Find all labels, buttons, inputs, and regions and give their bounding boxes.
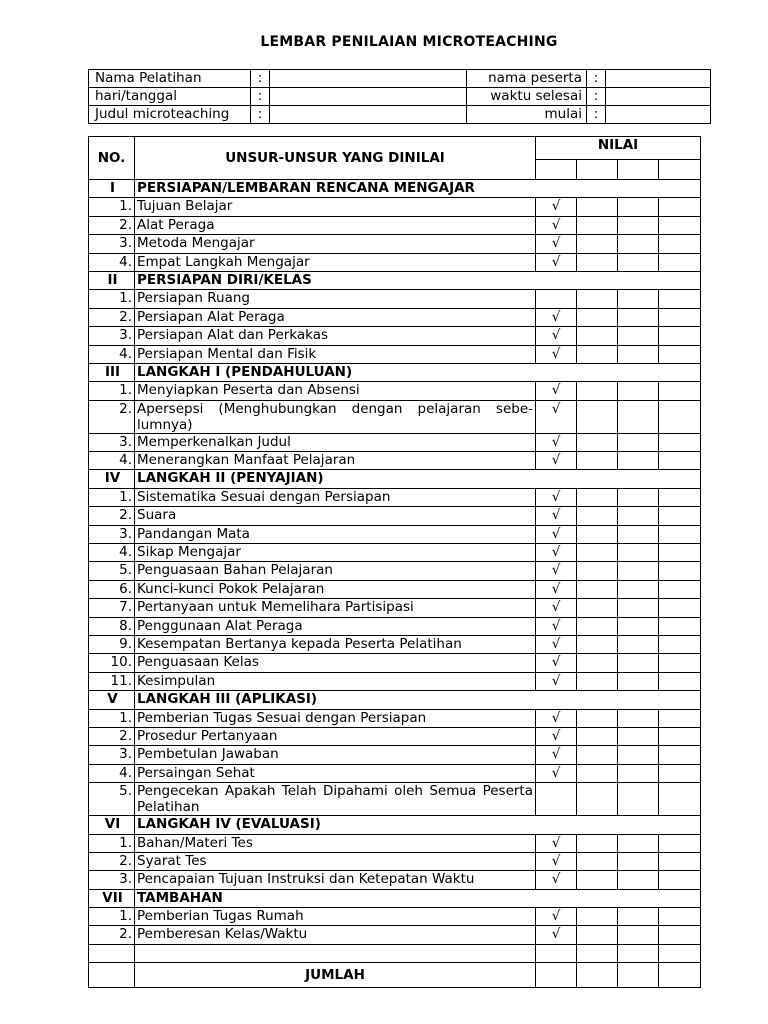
item-text: Pengecekan Apakah Telah Dipahami oleh Semua Peserta Pelatihan (135, 783, 536, 816)
item-number: 2. (89, 926, 135, 944)
score-cell-checked[interactable]: √ (536, 852, 577, 870)
section-row (89, 889, 701, 907)
score-cell[interactable] (577, 290, 618, 308)
item-number: 9. (89, 635, 135, 653)
score-cell-checked[interactable]: √ (536, 235, 577, 253)
score-cell[interactable] (659, 617, 701, 635)
info-colon: : (251, 88, 270, 106)
score-cell[interactable] (659, 544, 701, 562)
info-colon: : (587, 106, 606, 124)
criteria-row (89, 433, 701, 451)
item-text: Suara (135, 507, 536, 525)
score-cell[interactable] (618, 672, 659, 690)
item-text: Persiapan Mental dan Fisik (135, 345, 536, 363)
info-left-value[interactable] (270, 70, 467, 88)
score-cell[interactable] (577, 400, 618, 433)
score-cell[interactable] (659, 834, 701, 852)
score-cell[interactable] (659, 944, 701, 962)
score-cell[interactable] (659, 216, 701, 234)
score-cell[interactable] (618, 635, 659, 653)
info-row (89, 88, 711, 106)
score-cell[interactable] (659, 599, 701, 617)
item-number: 2. (89, 507, 135, 525)
score-cell[interactable] (659, 400, 701, 433)
section-title: PERSIAPAN/LEMBARAN RENCANA MENGAJAR (135, 180, 701, 198)
criteria-row (89, 764, 701, 782)
criteria-row (89, 672, 701, 690)
criteria-row (89, 382, 701, 400)
criteria-row (89, 452, 701, 470)
score-cell[interactable] (659, 308, 701, 326)
score-cell[interactable] (577, 783, 618, 816)
item-text: Pembetulan Jawaban (135, 746, 536, 764)
score-cell[interactable] (659, 635, 701, 653)
criteria-row (89, 562, 701, 580)
item-number: 5. (89, 783, 135, 816)
item-text: Sikap Mengajar (135, 544, 536, 562)
score-cell[interactable] (577, 382, 618, 400)
criteria-row (89, 198, 701, 216)
section-number: IV (89, 470, 135, 488)
section-number: III (89, 363, 135, 381)
score-cell[interactable] (659, 871, 701, 889)
score-cell[interactable] (618, 908, 659, 926)
score-cell[interactable] (659, 235, 701, 253)
empty-row (89, 944, 701, 962)
score-cell-checked[interactable]: √ (536, 709, 577, 727)
item-text: Pemberesan Kelas/Waktu (135, 926, 536, 944)
item-number: 3. (89, 525, 135, 543)
item-number: 1. (89, 198, 135, 216)
score-cell[interactable] (577, 235, 618, 253)
score-cell[interactable] (659, 253, 701, 271)
item-text: Penguasaan Kelas (135, 654, 536, 672)
score-cell-checked[interactable]: √ (536, 746, 577, 764)
section-number: VII (89, 889, 135, 907)
item-number: 4. (89, 452, 135, 470)
score-cell[interactable] (618, 507, 659, 525)
item-number: 4. (89, 345, 135, 363)
score-cell[interactable] (659, 672, 701, 690)
criteria-row (89, 525, 701, 543)
criteria-row (89, 253, 701, 271)
score-cell[interactable] (536, 783, 577, 816)
score-cell[interactable] (659, 709, 701, 727)
criteria-row (89, 345, 701, 363)
item-text: Menyiapkan Peserta dan Absensi (135, 382, 536, 400)
section-number: V (89, 691, 135, 709)
item-text: Metoda Mengajar (135, 235, 536, 253)
score-cell[interactable] (618, 617, 659, 635)
section-title: LANGKAH III (APLIKASI) (135, 691, 701, 709)
score-cell-checked[interactable]: √ (536, 764, 577, 782)
score-cell-checked[interactable]: √ (536, 327, 577, 345)
score-cell[interactable] (618, 783, 659, 816)
score-cell-checked[interactable]: √ (536, 216, 577, 234)
score-cell[interactable] (659, 562, 701, 580)
score-cell[interactable] (659, 327, 701, 345)
item-text: Persiapan Alat Peraga (135, 308, 536, 326)
item-text: Syarat Tes (135, 852, 536, 870)
info-colon: : (587, 88, 606, 106)
score-cell-checked[interactable]: √ (536, 908, 577, 926)
info-right-value[interactable] (606, 106, 711, 124)
header-criteria: UNSUR-UNSUR YANG DINILAI (135, 137, 536, 180)
item-number: 4. (89, 253, 135, 271)
item-text: Pertanyaan untuk Memelihara Partisipasi (135, 599, 536, 617)
score-cell[interactable] (577, 746, 618, 764)
score-cell[interactable] (577, 159, 618, 179)
score-cell-checked[interactable]: √ (536, 617, 577, 635)
info-right-label: mulai (467, 106, 587, 124)
score-cell[interactable] (536, 159, 577, 179)
info-right-value[interactable] (606, 70, 711, 88)
section-number: I (89, 180, 135, 198)
score-cell[interactable] (577, 580, 618, 598)
score-cell-checked[interactable]: √ (536, 198, 577, 216)
item-text: Menerangkan Manfaat Pelajaran (135, 452, 536, 470)
criteria-row (89, 617, 701, 635)
score-cell[interactable] (618, 746, 659, 764)
item-text: Pemberian Tugas Rumah (135, 908, 536, 926)
item-text: Persiapan Ruang (135, 290, 536, 308)
document-title: LEMBAR PENILAIAN MICROTEACHING (260, 34, 558, 50)
item-number: 1. (89, 488, 135, 506)
section-row (89, 816, 701, 834)
score-cell-checked[interactable]: √ (536, 562, 577, 580)
score-cell[interactable] (536, 963, 577, 988)
score-cell[interactable] (577, 253, 618, 271)
score-cell[interactable] (659, 852, 701, 870)
score-cell[interactable] (577, 635, 618, 653)
item-number: 1. (89, 382, 135, 400)
score-cell[interactable] (577, 672, 618, 690)
score-cell[interactable] (659, 525, 701, 543)
section-row (89, 470, 701, 488)
criteria-row (89, 727, 701, 745)
score-cell[interactable] (618, 764, 659, 782)
item-number: 2. (89, 852, 135, 870)
score-cell[interactable] (618, 525, 659, 543)
score-cell[interactable] (577, 963, 618, 988)
score-cell[interactable] (659, 198, 701, 216)
total-row (89, 963, 701, 988)
score-cell[interactable] (618, 253, 659, 271)
score-cell[interactable] (536, 290, 577, 308)
score-cell[interactable] (577, 562, 618, 580)
item-text: Tujuan Belajar (135, 198, 536, 216)
score-cell[interactable] (659, 654, 701, 672)
item-text: Apersepsi (Menghubungkan dengan pelajaran sebe-lumnya) (135, 400, 536, 433)
info-row (89, 70, 711, 88)
score-cell[interactable] (577, 926, 618, 944)
criteria-row (89, 308, 701, 326)
criteria-row (89, 709, 701, 727)
score-cell[interactable] (577, 709, 618, 727)
item-number: 3. (89, 433, 135, 451)
criteria-row (89, 544, 701, 562)
item-number: 1. (89, 709, 135, 727)
criteria-row (89, 926, 701, 944)
item-text: Pencapaian Tujuan Instruksi dan Ketepatan Waktu (135, 871, 536, 889)
score-cell[interactable] (659, 345, 701, 363)
header-no: NO. (89, 137, 135, 180)
item-number: 3. (89, 235, 135, 253)
item-number: 11. (89, 672, 135, 690)
score-cell-checked[interactable]: √ (536, 488, 577, 506)
info-left-value[interactable] (270, 106, 467, 124)
criteria-row (89, 327, 701, 345)
section-title: LANGKAH I (PENDAHULUAN) (135, 363, 701, 381)
score-cell-checked[interactable]: √ (536, 672, 577, 690)
score-cell[interactable] (536, 944, 577, 962)
score-cell-checked[interactable]: √ (536, 544, 577, 562)
score-cell[interactable] (618, 834, 659, 852)
item-text: Kunci-kunci Pokok Pelajaran (135, 580, 536, 598)
item-number: 3. (89, 746, 135, 764)
section-row (89, 691, 701, 709)
item-number: 2. (89, 308, 135, 326)
score-cell[interactable] (577, 654, 618, 672)
score-cell[interactable] (577, 216, 618, 234)
item-number: 1. (89, 908, 135, 926)
item-number: 2. (89, 727, 135, 745)
score-cell-checked[interactable]: √ (536, 654, 577, 672)
criteria-row (89, 783, 701, 816)
score-cell[interactable] (618, 562, 659, 580)
score-cell[interactable] (577, 327, 618, 345)
score-cell-checked[interactable]: √ (536, 635, 577, 653)
score-cell[interactable] (618, 433, 659, 451)
score-cell-checked[interactable]: √ (536, 452, 577, 470)
item-number: 8. (89, 617, 135, 635)
item-number: 3. (89, 327, 135, 345)
score-cell[interactable] (659, 433, 701, 451)
item-text: Kesimpulan (135, 672, 536, 690)
item-number: 1. (89, 290, 135, 308)
info-left-label: hari/tanggal (89, 88, 251, 106)
item-number: 10. (89, 654, 135, 672)
criteria-row (89, 635, 701, 653)
score-cell[interactable] (659, 580, 701, 598)
score-cell[interactable] (618, 235, 659, 253)
item-text: Pemberian Tugas Sesuai dengan Persiapan (135, 709, 536, 727)
item-text: Pandangan Mata (135, 525, 536, 543)
info-left-value[interactable] (270, 88, 467, 106)
score-cell[interactable] (618, 452, 659, 470)
section-title: TAMBAHAN (135, 889, 701, 907)
section-number: II (89, 271, 135, 289)
score-cell-checked[interactable]: √ (536, 727, 577, 745)
score-cell[interactable] (618, 580, 659, 598)
score-cell[interactable] (659, 963, 701, 988)
score-cell[interactable] (618, 926, 659, 944)
score-cell[interactable] (659, 452, 701, 470)
score-cell[interactable] (618, 727, 659, 745)
criteria-row (89, 871, 701, 889)
info-colon: : (587, 70, 606, 88)
criteria-row (89, 235, 701, 253)
score-cell[interactable] (618, 345, 659, 363)
item-number: 2. (89, 216, 135, 234)
info-row (89, 106, 711, 124)
score-cell[interactable] (577, 727, 618, 745)
section-row (89, 180, 701, 198)
criteria-row (89, 290, 701, 308)
criteria-row (89, 852, 701, 870)
item-text: Alat Peraga (135, 216, 536, 234)
score-cell[interactable] (577, 488, 618, 506)
score-cell[interactable] (618, 382, 659, 400)
score-cell-checked[interactable]: √ (536, 507, 577, 525)
score-cell-checked[interactable]: √ (536, 871, 577, 889)
score-cell[interactable] (659, 290, 701, 308)
empty-cell (89, 944, 135, 962)
score-cell[interactable] (577, 834, 618, 852)
score-cell[interactable] (577, 452, 618, 470)
info-right-label: nama peserta (467, 70, 587, 88)
score-cell[interactable] (618, 709, 659, 727)
criteria-row (89, 834, 701, 852)
criteria-row (89, 488, 701, 506)
item-text: Memperkenalkan Judul (135, 433, 536, 451)
score-cell[interactable] (659, 159, 701, 179)
score-cell-checked[interactable]: √ (536, 834, 577, 852)
total-number-cell (89, 963, 135, 988)
score-cell-checked[interactable]: √ (536, 400, 577, 433)
section-title: PERSIAPAN DIRI/KELAS (135, 271, 701, 289)
score-cell[interactable] (577, 852, 618, 870)
criteria-row (89, 908, 701, 926)
score-cell[interactable] (577, 617, 618, 635)
score-cell[interactable] (659, 382, 701, 400)
score-cell[interactable] (618, 400, 659, 433)
item-number: 5. (89, 562, 135, 580)
score-cell[interactable] (659, 746, 701, 764)
score-cell[interactable] (618, 327, 659, 345)
score-cell[interactable] (659, 764, 701, 782)
info-right-value[interactable] (606, 88, 711, 106)
item-number: 4. (89, 544, 135, 562)
criteria-row (89, 746, 701, 764)
criteria-row (89, 507, 701, 525)
info-colon: : (251, 70, 270, 88)
score-cell-checked[interactable]: √ (536, 525, 577, 543)
score-cell-checked[interactable]: √ (536, 253, 577, 271)
item-text: Empat Langkah Mengajar (135, 253, 536, 271)
score-cell-checked[interactable]: √ (536, 433, 577, 451)
item-text: Penggunaan Alat Peraga (135, 617, 536, 635)
score-cell[interactable] (577, 544, 618, 562)
score-cell[interactable] (618, 944, 659, 962)
score-cell[interactable] (618, 654, 659, 672)
section-title: LANGKAH II (PENYAJIAN) (135, 470, 701, 488)
item-number: 2. (89, 400, 135, 433)
score-cell-checked[interactable]: √ (536, 345, 577, 363)
item-text: Persiapan Alat dan Perkakas (135, 327, 536, 345)
score-cell[interactable] (618, 159, 659, 179)
item-number: 7. (89, 599, 135, 617)
total-label: JUMLAH (135, 963, 536, 988)
score-cell[interactable] (577, 871, 618, 889)
item-text: Prosedur Pertanyaan (135, 727, 536, 745)
info-right-label: waktu selesai (467, 88, 587, 106)
score-cell[interactable] (618, 308, 659, 326)
criteria-row (89, 216, 701, 234)
participant-info-table (88, 69, 711, 124)
score-cell[interactable] (577, 198, 618, 216)
score-cell[interactable] (659, 488, 701, 506)
section-row (89, 363, 701, 381)
empty-cell (135, 944, 536, 962)
score-cell[interactable] (659, 926, 701, 944)
info-left-label: Judul microteaching (89, 106, 251, 124)
assessment-table (88, 136, 701, 988)
section-number: VI (89, 816, 135, 834)
item-text: Kesempatan Bertanya kepada Peserta Pelatihan (135, 635, 536, 653)
score-cell[interactable] (659, 727, 701, 745)
score-cell[interactable] (618, 871, 659, 889)
item-number: 1. (89, 834, 135, 852)
score-cell-checked[interactable]: √ (536, 926, 577, 944)
item-text: Sistematika Sesuai dengan Persiapan (135, 488, 536, 506)
criteria-row (89, 599, 701, 617)
item-number: 4. (89, 764, 135, 782)
score-cell-checked[interactable]: √ (536, 308, 577, 326)
score-cell[interactable] (577, 944, 618, 962)
item-number: 6. (89, 580, 135, 598)
score-cell[interactable] (577, 599, 618, 617)
criteria-row (89, 654, 701, 672)
info-colon: : (251, 106, 270, 124)
score-cell-checked[interactable]: √ (536, 580, 577, 598)
score-cell[interactable] (618, 488, 659, 506)
score-cell[interactable] (618, 216, 659, 234)
score-cell[interactable] (618, 599, 659, 617)
score-cell[interactable] (618, 544, 659, 562)
score-cell-checked[interactable]: √ (536, 599, 577, 617)
score-cell[interactable] (618, 852, 659, 870)
section-row (89, 271, 701, 289)
score-cell[interactable] (659, 908, 701, 926)
score-cell[interactable] (577, 764, 618, 782)
item-text: Persaingan Sehat (135, 764, 536, 782)
item-text: Bahan/Materi Tes (135, 834, 536, 852)
score-cell[interactable] (577, 433, 618, 451)
score-cell[interactable] (577, 908, 618, 926)
score-cell[interactable] (577, 345, 618, 363)
item-number: 3. (89, 871, 135, 889)
criteria-row (89, 400, 701, 433)
score-cell[interactable] (577, 507, 618, 525)
section-title: LANGKAH IV (EVALUASI) (135, 816, 701, 834)
score-cell-checked[interactable]: √ (536, 382, 577, 400)
criteria-row (89, 580, 701, 598)
score-cell[interactable] (577, 308, 618, 326)
score-cell[interactable] (659, 507, 701, 525)
score-cell[interactable] (659, 783, 701, 816)
score-cell[interactable] (618, 290, 659, 308)
info-left-label: Nama Pelatihan (89, 70, 251, 88)
item-text: Penguasaan Bahan Pelajaran (135, 562, 536, 580)
score-cell[interactable] (577, 525, 618, 543)
score-cell[interactable] (618, 198, 659, 216)
score-cell[interactable] (618, 963, 659, 988)
header-nilai: NILAI (536, 137, 701, 160)
